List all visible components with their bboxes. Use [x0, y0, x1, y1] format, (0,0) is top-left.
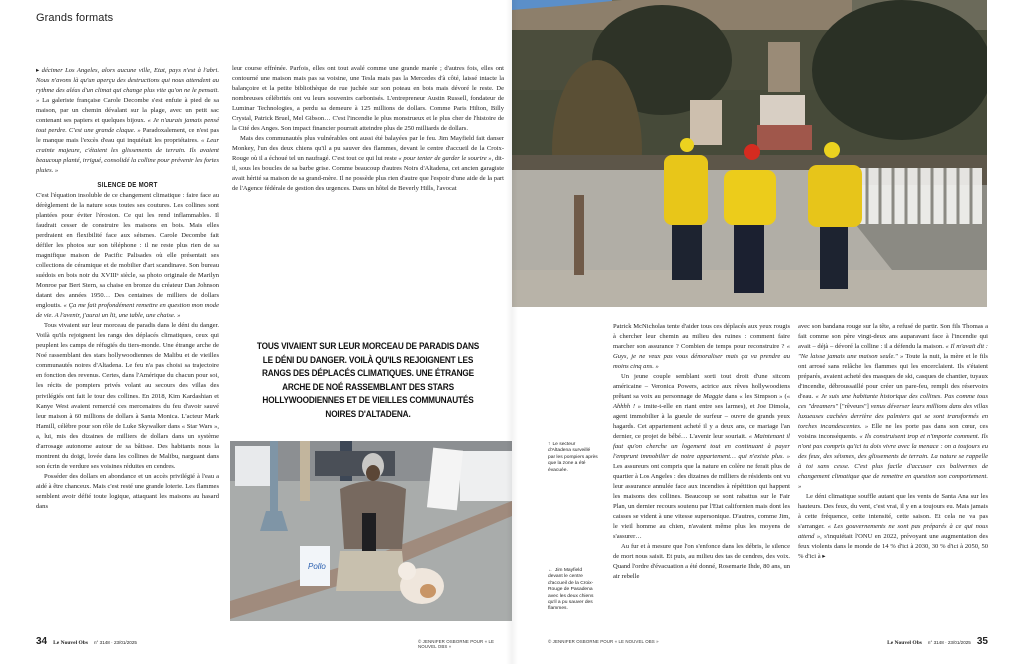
pull-quote: TOUS VIVAIENT SUR LEUR MORCEAU DE PARADIS DANS LE DÉNI DU DANGER. VOILÀ QU'ILS REJOIGNENT LES RANGS DES DÉPLACÉS CLIMATIQUES. UNE ÉTRANGE ARCHE DE NOÉ RASSEMBLANT DES STARS HOLLYWOODIENNES ET DE VIEILLES COMMUNAUTÉS NOIRES D'ALTADENA.: [256, 341, 480, 420]
magazine-name: Le Nouvel Obs: [887, 640, 922, 646]
body-text: C'est l'équation insoluble de ce changement climatique : faire face au dérèglement de la nature sous toutes ses coutures. Les collines sont plantées pour éviter l'érosion. Ce qui les rend inflammables. Il faudrait cesser de construire les maisons en bois. Mais elles perdraient en flexibilité face aux séismes. Carole Decombe fait défiler les photos sur son téléphone : il ne reste plus rien de sa magnifique maison de Pacific Palisades où elle présentait ses collections de céramique et de mobilier d'art scandinave. Son bureau suédois en bois noir du XVIIIᵉ siècle, sa photo originale de Marilyn Monroe par Bert Stern, sa chaise en bronze du créateur Dan Johnson datant des années 1950… Des centaines de milliers de dollars engloutis.: [36, 192, 219, 310]
body-text: Tous vivaient sur leur morceau de paradis dans le déni du danger. Voilà qu'ils rejoignent les rangs des déplacés climatiques, ceux qui peuplent les camps de réfugiés du tiers-monde. Une étrange arche de Noé rassemblant des stars hollywoodiennes de Malibu et de vieilles communautés noires d'Altadena. Le feu n'a pas choisi sa trajectoire en fonction des revenus. Certes, dans l'Amérique du chacun pour soi, les récits de pompiers privés volant au secours des villas des privilégiés ont fait le tour des collines. En 2018, Kim Kardashian et Kanye West avaient remercié ces mercenaires du feu d'avoir sauvé leur maison à 60 millions de dollars à Santa Monica. L'acteur Mark Hamill, célèbre pour son rôle de Luke Skywalker dans « Star Wars », a, lui, mis des dizaines de milliers de dollars dans un système d'arrosage autonome autour de sa bâtisse. Des habitants nous la montrent du doigt, lovée dans les collines de Malibu, narguant dans son écrin de verdure ses voisines réduites en cendres.: [36, 322, 219, 470]
paragraph: [798, 322, 988, 492]
page-number: 35: [976, 636, 988, 647]
caption-jim-mayfield: [548, 568, 598, 613]
paragraph: [36, 66, 219, 176]
paragraph: [613, 322, 790, 372]
firefighters-photo-illustration: [512, 0, 987, 307]
photo-jim-mayfield: [230, 441, 512, 621]
issue-info: n° 3148 · 23/01/2025: [927, 640, 971, 645]
paragraph: [36, 321, 219, 471]
quote-text: « Je suis une habitante historique des collines. Pas comme tous ces "dreamers": [798, 393, 988, 411]
body-text: La galeriste française Carole Decombe s'est enfuie à pied de sa maison, par un chemin dévalant sur la plage, avec un petit sac contenant ses papiers et quelques bijoux.: [36, 97, 219, 125]
body-text: , dit-il, sous les boucles de sa barbe grise. Comme beaucoup d'autres Noirs d'Altadena, cet ancien garagiste avait hérité sa maison de sa grand-mère. Il ne possède plus rien d'autre que l'espoir d'une aide de la part de l'Agence fédérale de gestion des urgences. Dans un hôtel de Beverly Hills, l'avocat: [232, 155, 504, 193]
body-text: Patrick McNicholas tente d'aider tous ces déplacés aux yeux rougis à chercher leur chemin au milieu des ruines : comment faire marcher son assurance ? Combien de temps pour reconstruire ?: [613, 323, 790, 351]
photo-firefighters: [512, 0, 987, 307]
body-text: Elle ne les porte pas dans son cœur, ces voisins inconséquents.: [798, 423, 989, 441]
section-label: Grands formats: [36, 12, 114, 24]
quote-text: « Guys, je ne veux pas vous démoraliser mais ça va prendre au moins cinq ans. »: [613, 343, 790, 371]
quote-text: « Les gouvernements ne sont pas préparés à ce qui nous attend »: [798, 523, 988, 541]
body-text: Un jeune couple semblant sorti tout droit d'une sitcom américaine – Veronica Powers, actrice aux rêves hollywoodiens prêtant sa voix au personnage de: [613, 373, 790, 401]
quote-text: « Il m'avait dit : "Ne laisse jamais une maison seule." »: [798, 343, 988, 361]
issue-info: n° 3148 · 23/01/2025: [93, 640, 137, 645]
quote-text: Ahhhh !: [613, 403, 636, 411]
quote-text: « Ils construisent trop et n'importe comment. Ils n'ont pas compris qu'ici tu dois vivre avec la menace : on a toujours eu des feux, des séismes, des glissements de terrain. La nature se rappelle à toi sans cesse. C'est plus facile d'accuser ces balivernes de changement climatique que de remettre en question son comportement. »: [798, 433, 988, 491]
paragraph: [232, 134, 504, 194]
arrow-up-icon: ↑: [548, 442, 551, 447]
article-column-4: [798, 322, 988, 562]
footer-right: [887, 636, 988, 647]
paragraph: [232, 64, 504, 134]
body-text: Les assureurs ont compris que la nature en colère ne ferait plus de quartier à Los Angeles : des dizaines de milliers de résidents ont vu leur assurance annulée face aux incendies à répétition qui happent les maisons des collines. Beaucoup se sont rabattus sur le Fair Plan, un dernier recours soutenu par l'Etat californien mais dont les caisses se vident à une vitesse supersonique. D'autres, comme Jim, le vieil homme au chien, n'avaient même plus les moyens de s'assurer…: [613, 463, 790, 541]
caption-firefighters: [548, 442, 598, 474]
photo-credit: © JENNIFER OSBORNE POUR « LE NOUVEL OBS »: [418, 639, 495, 649]
body-text: , s'inquiétait l'ONU en 2022, prévoyant une augmentation des feux violents dans le monde de 14 % d'ici à 2030, 30 % d'ici à 2050, 50 % d'ici à ▸: [798, 533, 988, 561]
caption-text: Le secteur d'Altadena surveillé par les pompiers après que la zone a été évacuée.: [548, 442, 598, 473]
body-text: Au fur et à mesure que l'on s'enfonce dans les débris, le silence de mort nous saisit. Et puis, au milieu des tas de cendres, des voix. Quand l'ordre d'évacuation a été donné, Rosemarie Ihde, 80 ans, un air rebelle: [613, 543, 790, 581]
body-text: Posséder des dollars en abondance et un accès privilégié à l'eau a aidé à être chanceux. Mais c'est resté une grande loterie. Les flammes semblent avoir défié toute logique, attaquant les maisons au hasard dans: [36, 472, 219, 510]
body-text: dans « les Simpson » («: [723, 393, 790, 401]
svg-text:Pollo: Pollo: [308, 562, 326, 571]
subheading: SILENCE DE MORT: [97, 180, 158, 190]
quote-text: Maggie: [703, 393, 724, 401]
body-text: ▸: [36, 67, 42, 74]
body-text: ["rêveurs"]: [838, 403, 871, 411]
article-column-2: [232, 64, 504, 194]
quote-text: « Maintenant il faut qu'on cherche un logement tout en continuant à payer l'emprunt immobilier de notre appartement… qui n'existe plus. »: [613, 433, 790, 461]
body-text: » imite-t-elle en riant entre ses larmes), et Joe Dimola, agent immobilier à la gueule de surfeur – ouvre de grands yeux hagards. Cet appartement acheté il y a deux ans, ce mariage l'an dernier, ce projet de bébé… L'avenir leur souriait.: [613, 403, 790, 441]
paragraph: [36, 472, 219, 512]
page-number: 34: [36, 636, 48, 647]
quote-text: « Ça me fait profondément remettre en question mon mode de vie. A l'avenir, j'aurai un lit, une table, une chaise. »: [36, 302, 219, 320]
arrow-left-icon: ←: [548, 568, 553, 573]
body-text: avec son bandana rouge sur la tête, a refusé de partir. Son fils Thomas a fait comme son père vingt-deux ans auparavant face à l'incendie qui avait – déjà – dévoré la colline : il a défendu la maison.: [798, 323, 988, 351]
quote-text: décimer Los Angeles, alors aucune ville, Etat, pays n'est à l'abri. Nous n'avons là qu'un aperçu des destructions qui nous attendent au rythme des aléas d'un climat qui change plus vite qu'on ne le pensait. »: [36, 67, 219, 105]
photo-credit: © JENNIFER OSBORNE POUR « LE NOUVEL OBS »: [548, 639, 659, 644]
quote-text: venus déverser leurs millions dans des villas luxueuses cachées derrière des palmiers qui se sont transformés en torches incandescentes. »: [798, 403, 989, 431]
paragraph: [36, 191, 219, 321]
body-text: leur course effrénée. Parfois, elles ont tout avalé comme une grande marée ; d'autres fois, elles ont contourné une maison mais pas sa voisine, une Tesla mais pas la Mercedes d'à côté, laissé intacte la balançoire et la petite bibliothèque de rue juchée sur son poteau en bois mais dévoré le reste. De nombreuses célébrités ont vu leurs souvenirs carbonisés. L'entrepreneur Austin Russell, fondateur de Luminar Technologies, a perdu sa demeure à 125 millions de dollars. Comme Paris Hilton, Billy Crystal, Patrick Bruel, Mel Gibson… C'est l'incendie le plus monstrueux et le plus cher de l'histoire de la Cité des Anges. Son impact financier pourrait atteindre plus de 250 milliards de dollars.: [232, 65, 504, 133]
quote-text: « Je n'aurais jamais pensé tout perdre. C'est une grande claque. »: [36, 117, 219, 135]
caption-text: Jim Mayfield devant le centre d'accueil de la Croix-Rouge de Pasadena avec les deux chiens qu'il a pu sauver des flammes.: [548, 568, 594, 612]
article-column-3: [613, 322, 790, 582]
article-column-1: [36, 66, 219, 512]
body-text: Paradoxalement, ce n'est pas le manque mais l'excès d'eau qui inquiétait les propriétaires.: [36, 127, 220, 145]
jim-mayfield-photo-illustration: [230, 441, 512, 621]
magazine-name: Le Nouvel Obs: [53, 640, 88, 646]
body-text: Le déni climatique souffle autant que les vents de Santa Ana sur les hauteurs. Des feux, du vent, c'est vrai, il y en a toujours eu. Mais jamais à cette fréquence, cette intensité, cette saison. Et cela ne va pas s'arranger.: [798, 493, 988, 531]
footer-left: [36, 636, 137, 647]
quote-text: « Leur crainte majeure, c'étaient les glissements de terrain. Ils avaient beaucoup planté, irrigué, consolidé la colline pour prévenir les fortes pluies. »: [36, 137, 219, 175]
body-text: Toute la nuit, la mère et le fils ont arrosé sans relâche les flammes qui les encerclaient. Ils s'étaient préparés, avaient acheté des masques de ski, casques de chantier, tuyaux d'incendie, débroussaillé pour créer un pare-feu, rempli des réservoirs d'eau.: [798, 353, 988, 401]
quote-text: « pour tenter de garder le sourire »: [398, 155, 492, 163]
paragraph: [613, 542, 790, 582]
body-text: Mais des communautés plus vulnérables ont aussi été balayées par le feu. Jim Mayfield fait danser Monkey, l'un des deux chiens qu'il a pu sauver des flammes, devant le centre d'accueil de la Croix-Rouge où il a échoué tel un naufragé. C'est tout ce qui lui reste: [232, 135, 504, 163]
paragraph: [798, 492, 988, 562]
paragraph: [613, 372, 790, 542]
